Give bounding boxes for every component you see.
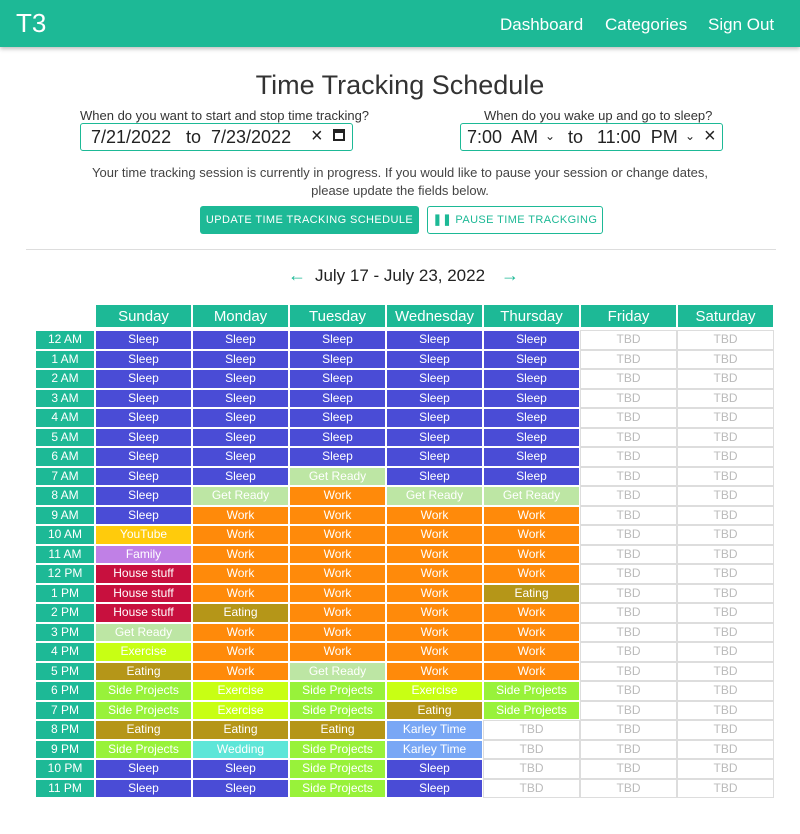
schedule-cell[interactable]: TBD (580, 740, 677, 760)
schedule-cell[interactable]: House stuff (95, 584, 192, 604)
hour-label: 9 AM (35, 506, 95, 526)
week-label: July 17 - July 23, 2022 (314, 266, 486, 285)
day-header-monday: Monday (192, 304, 289, 328)
nav-link-sign-out[interactable]: Sign Out (708, 15, 775, 34)
schedule-cell[interactable]: Sleep (386, 447, 483, 467)
schedule-cell[interactable]: Work (483, 525, 580, 545)
schedule-cell[interactable]: TBD (580, 779, 677, 799)
hour-label: 6 AM (35, 447, 95, 467)
hour-label: 7 AM (35, 467, 95, 487)
schedule-cell[interactable]: Work (483, 545, 580, 565)
schedule-cell[interactable]: Work (386, 603, 483, 623)
wake-time-value[interactable]: 7:00 AM (467, 127, 539, 147)
schedule-cell[interactable]: Work (289, 564, 386, 584)
schedule-cell[interactable]: TBD (580, 389, 677, 409)
day-header-tuesday: Tuesday (289, 304, 386, 328)
schedule-cell[interactable]: Work (483, 623, 580, 643)
schedule-cell[interactable]: TBD (580, 486, 677, 506)
schedule-cell[interactable]: Sleep (386, 330, 483, 350)
schedule-cell[interactable]: Eating (289, 720, 386, 740)
schedule-cell[interactable]: Work (483, 662, 580, 682)
schedule-cell[interactable]: Side Projects (289, 740, 386, 760)
arrow-left-icon[interactable]: ← (288, 265, 306, 285)
schedule-cell[interactable]: Sleep (386, 369, 483, 389)
schedule-cell[interactable]: Exercise (386, 681, 483, 701)
schedule-cell[interactable]: Work (289, 506, 386, 526)
day-header-sunday: Sunday (95, 304, 192, 328)
schedule-cell[interactable]: TBD (677, 720, 774, 740)
schedule-cell[interactable]: TBD (580, 759, 677, 779)
wake-sleep-picker[interactable] (460, 123, 723, 151)
schedule-cell[interactable]: TBD (580, 330, 677, 350)
schedule-cell[interactable]: Side Projects (95, 681, 192, 701)
hour-label: 12 PM (35, 564, 95, 584)
schedule-cell[interactable]: TBD (580, 467, 677, 487)
schedule-cell[interactable]: Work (289, 525, 386, 545)
schedule-cell[interactable]: Sleep (95, 389, 192, 409)
schedule-cell[interactable]: Exercise (192, 681, 289, 701)
schedule-cell[interactable]: TBD (580, 350, 677, 370)
schedule-cell[interactable]: Family (95, 545, 192, 565)
schedule-cell[interactable]: Sleep (95, 486, 192, 506)
schedule-cell[interactable]: Wedding (192, 740, 289, 760)
schedule-cell[interactable]: Sleep (95, 408, 192, 428)
schedule-cell[interactable]: Side Projects (95, 701, 192, 721)
schedule-cell[interactable]: Sleep (386, 389, 483, 409)
schedule-cell[interactable]: Work (289, 642, 386, 662)
chevron-down-icon[interactable]: ⌄ (545, 129, 556, 143)
schedule-cell[interactable]: TBD (677, 369, 774, 389)
hour-label: 10 PM (35, 759, 95, 779)
chevron-down-icon[interactable]: ⌄ (685, 129, 696, 143)
calendar-icon[interactable] (333, 129, 345, 141)
end-date-value[interactable]: 7/23/2022 (211, 127, 292, 147)
schedule-cell[interactable]: TBD (677, 759, 774, 779)
schedule-cell[interactable]: Sleep (95, 428, 192, 448)
schedule-cell[interactable]: Sleep (95, 447, 192, 467)
schedule-cell[interactable]: Sleep (289, 350, 386, 370)
date-range-picker[interactable] (80, 123, 353, 151)
schedule-cell[interactable]: TBD (677, 662, 774, 682)
schedule-cell[interactable]: Sleep (483, 467, 580, 487)
schedule-cell[interactable]: Get Ready (289, 467, 386, 487)
schedule-cell[interactable]: Sleep (483, 330, 580, 350)
day-header-saturday: Saturday (677, 304, 774, 328)
schedule-cell[interactable]: TBD (677, 779, 774, 799)
schedule-cell[interactable]: TBD (483, 759, 580, 779)
schedule-cell[interactable]: Work (192, 623, 289, 643)
session-info (0, 164, 800, 200)
close-icon[interactable]: × (704, 125, 716, 147)
schedule-cell[interactable]: Sleep (192, 389, 289, 409)
schedule-cell[interactable]: Work (386, 545, 483, 565)
date-separator: to (186, 127, 202, 147)
schedule-cell[interactable]: TBD (677, 486, 774, 506)
schedule-cell[interactable]: Sleep (289, 389, 386, 409)
schedule-cell[interactable]: TBD (580, 642, 677, 662)
schedule-cell[interactable]: Eating (95, 720, 192, 740)
schedule-cell[interactable]: Side Projects (95, 740, 192, 760)
day-header-wednesday: Wednesday (386, 304, 483, 328)
schedule-cell[interactable]: TBD (677, 642, 774, 662)
schedule-cell[interactable]: Work (289, 545, 386, 565)
schedule-cell[interactable]: Sleep (483, 428, 580, 448)
schedule-cell[interactable]: TBD (580, 506, 677, 526)
schedule-cell[interactable]: Side Projects (289, 701, 386, 721)
schedule-cell[interactable]: Exercise (95, 642, 192, 662)
schedule-cell[interactable]: TBD (580, 681, 677, 701)
update-schedule-button[interactable]: UPDATE TIME TRACKING SCHEDULE (200, 206, 419, 234)
schedule-cell[interactable]: House stuff (95, 564, 192, 584)
hour-label: 6 PM (35, 681, 95, 701)
schedule-cell[interactable]: Work (192, 564, 289, 584)
hour-label: 3 PM (35, 623, 95, 643)
schedule-cell[interactable]: TBD (580, 408, 677, 428)
schedule-cell[interactable]: Sleep (95, 506, 192, 526)
schedule-cell[interactable]: Work (192, 545, 289, 565)
schedule-cell[interactable]: TBD (580, 701, 677, 721)
schedule-cell[interactable]: Work (386, 525, 483, 545)
schedule-cell[interactable]: Work (192, 662, 289, 682)
schedule-cell[interactable]: Get Ready (483, 486, 580, 506)
schedule-cell[interactable]: TBD (580, 369, 677, 389)
schedule-cell[interactable]: Sleep (483, 447, 580, 467)
schedule-cell[interactable]: Sleep (192, 369, 289, 389)
schedule-cell[interactable]: YouTube (95, 525, 192, 545)
schedule-cell[interactable]: TBD (677, 447, 774, 467)
schedule-cell[interactable]: Sleep (192, 428, 289, 448)
schedule-cell[interactable]: Sleep (95, 467, 192, 487)
schedule-cell[interactable]: TBD (677, 584, 774, 604)
schedule-cell[interactable]: Side Projects (289, 759, 386, 779)
pause-icon: ❚❚ (432, 214, 452, 226)
hour-label: 1 PM (35, 584, 95, 604)
schedule-cell[interactable]: Eating (95, 662, 192, 682)
schedule-cell[interactable]: TBD (677, 330, 774, 350)
hour-label: 7 PM (35, 701, 95, 721)
sleep-time-value[interactable]: 11:00 PM (597, 127, 678, 147)
schedule-cell[interactable]: Sleep (289, 369, 386, 389)
schedule-cell[interactable]: Work (483, 564, 580, 584)
schedule-cell[interactable]: Sleep (192, 759, 289, 779)
hour-label: 4 AM (35, 408, 95, 428)
close-icon[interactable]: × (311, 125, 323, 147)
schedule-cell[interactable]: Side Projects (483, 681, 580, 701)
schedule-cell[interactable]: TBD (677, 389, 774, 409)
schedule-cell[interactable]: Sleep (192, 447, 289, 467)
schedule-cell[interactable]: Work (192, 584, 289, 604)
nav-link-categories[interactable]: Categories (605, 15, 688, 34)
schedule-cell[interactable]: Karley Time (386, 720, 483, 740)
schedule-cell[interactable]: TBD (677, 506, 774, 526)
schedule-cell[interactable]: Sleep (483, 369, 580, 389)
schedule-cell[interactable]: Work (483, 603, 580, 623)
schedule-cell[interactable]: Sleep (483, 389, 580, 409)
navbar (0, 0, 800, 47)
schedule-cell[interactable]: TBD (483, 779, 580, 799)
pause-tracking-label: PAUSE TIME TRACKGING (455, 214, 598, 226)
schedule-cell[interactable]: TBD (580, 584, 677, 604)
schedule-cell[interactable]: Work (192, 506, 289, 526)
schedule-cell[interactable]: Sleep (386, 408, 483, 428)
schedule-cell[interactable]: Sleep (386, 779, 483, 799)
schedule-cell[interactable]: Work (192, 525, 289, 545)
hour-label: 11 PM (35, 779, 95, 799)
hour-label: 2 AM (35, 369, 95, 389)
schedule-cell[interactable]: TBD (677, 701, 774, 721)
schedule-cell[interactable]: TBD (580, 545, 677, 565)
schedule-cell[interactable]: Sleep (95, 779, 192, 799)
schedule-cell[interactable]: Side Projects (289, 681, 386, 701)
schedule-cell[interactable]: TBD (677, 467, 774, 487)
brand-logo[interactable]: T3 (16, 8, 47, 38)
day-header-friday: Friday (580, 304, 677, 328)
schedule-cell[interactable]: TBD (580, 720, 677, 740)
schedule-cell[interactable]: Sleep (192, 350, 289, 370)
hour-label: 8 AM (35, 486, 95, 506)
schedule-cell[interactable]: Work (483, 506, 580, 526)
hour-label: 8 PM (35, 720, 95, 740)
schedule-cell[interactable]: TBD (483, 740, 580, 760)
schedule-cell[interactable]: Get Ready (95, 623, 192, 643)
schedule-cell[interactable]: Sleep (192, 330, 289, 350)
schedule-cell[interactable]: Sleep (386, 350, 483, 370)
page-title: Time Tracking Schedule (255, 70, 545, 100)
schedule-cell[interactable]: Sleep (192, 779, 289, 799)
schedule-cell[interactable]: Work (192, 642, 289, 662)
schedule-cell[interactable]: TBD (483, 720, 580, 740)
schedule-cell[interactable]: TBD (677, 350, 774, 370)
wake-sleep-label: When do you wake up and go to sleep? (484, 108, 713, 123)
date-range-label: When do you want to start and stop time tracking? (80, 108, 370, 123)
schedule-cell[interactable]: Sleep (289, 330, 386, 350)
schedule-cell[interactable]: Sleep (289, 447, 386, 467)
schedule-cell[interactable]: Work (289, 486, 386, 506)
schedule-cell[interactable]: Sleep (192, 408, 289, 428)
schedule-cell[interactable]: Sleep (386, 467, 483, 487)
schedule-cell[interactable]: TBD (580, 623, 677, 643)
schedule-cell[interactable]: Karley Time (386, 740, 483, 760)
schedule-cell[interactable]: Work (386, 506, 483, 526)
schedule-cell[interactable]: Sleep (95, 369, 192, 389)
schedule-cell[interactable]: TBD (677, 545, 774, 565)
schedule-cell[interactable]: Work (289, 623, 386, 643)
schedule-cell[interactable]: Sleep (95, 350, 192, 370)
schedule-cell[interactable]: TBD (677, 740, 774, 760)
schedule-cell[interactable]: House stuff (95, 603, 192, 623)
schedule-cell[interactable]: TBD (677, 603, 774, 623)
schedule-cell[interactable]: TBD (677, 428, 774, 448)
schedule-cell[interactable]: TBD (677, 681, 774, 701)
schedule-cell[interactable]: Eating (192, 720, 289, 740)
schedule-cell[interactable]: Sleep (483, 408, 580, 428)
hour-label: 4 PM (35, 642, 95, 662)
schedule-cell[interactable]: Work (386, 642, 483, 662)
schedule-cell[interactable]: TBD (580, 564, 677, 584)
hour-label: 12 AM (35, 330, 95, 350)
arrow-right-icon[interactable]: → (501, 265, 519, 285)
schedule-cell[interactable]: TBD (677, 623, 774, 643)
schedule-cell[interactable]: Work (289, 603, 386, 623)
schedule-cell[interactable]: Sleep (95, 759, 192, 779)
schedule-cell[interactable]: Sleep (386, 759, 483, 779)
schedule-cell[interactable]: Sleep (289, 408, 386, 428)
hour-label: 5 AM (35, 428, 95, 448)
hour-label: 1 AM (35, 350, 95, 370)
day-header-thursday: Thursday (483, 304, 580, 328)
hour-label: 11 AM (35, 545, 95, 565)
hour-label: 5 PM (35, 662, 95, 682)
hour-label: 2 PM (35, 603, 95, 623)
schedule-cell[interactable]: Sleep (95, 330, 192, 350)
hour-label: 3 AM (35, 389, 95, 409)
schedule-cell[interactable]: Work (483, 642, 580, 662)
schedule-cell[interactable]: TBD (677, 564, 774, 584)
session-info-line: please update the fields below. (311, 183, 489, 198)
schedule-cell[interactable]: Get Ready (386, 486, 483, 506)
schedule-cell[interactable]: Sleep (483, 350, 580, 370)
divider (26, 249, 776, 250)
schedule-cell[interactable]: Sleep (386, 428, 483, 448)
schedule-cell[interactable]: Side Projects (483, 701, 580, 721)
schedule-cell[interactable]: TBD (580, 525, 677, 545)
schedule-cell[interactable]: Eating (483, 584, 580, 604)
schedule-cell[interactable]: Eating (386, 701, 483, 721)
hour-label: 9 PM (35, 740, 95, 760)
grid-corner (35, 304, 95, 328)
schedule-cell[interactable]: TBD (677, 525, 774, 545)
schedule-cell[interactable]: Get Ready (289, 662, 386, 682)
session-info-line: Your time tracking session is currently in progress. If you would like to pause your session or change dates, (92, 165, 708, 180)
schedule-cell[interactable]: Work (386, 623, 483, 643)
schedule-cell[interactable]: Work (386, 662, 483, 682)
schedule-cell[interactable]: Side Projects (289, 779, 386, 799)
schedule-cell[interactable]: TBD (580, 428, 677, 448)
schedule-cell[interactable]: TBD (580, 447, 677, 467)
schedule-cell[interactable]: Get Ready (192, 486, 289, 506)
schedule-cell[interactable]: Sleep (289, 428, 386, 448)
schedule-cell[interactable]: Work (386, 564, 483, 584)
schedule-cell[interactable]: Sleep (192, 467, 289, 487)
hour-label: 10 AM (35, 525, 95, 545)
schedule-cell[interactable]: TBD (677, 408, 774, 428)
schedule-cell[interactable]: Work (289, 584, 386, 604)
start-date-value[interactable]: 7/21/2022 (91, 127, 172, 147)
nav-link-dashboard[interactable]: Dashboard (500, 15, 584, 34)
schedule-cell[interactable]: TBD (580, 662, 677, 682)
pause-tracking-button[interactable] (427, 206, 603, 234)
schedule-cell[interactable]: Eating (192, 603, 289, 623)
schedule-cell[interactable]: Exercise (192, 701, 289, 721)
schedule-cell[interactable]: Work (386, 584, 483, 604)
time-separator: to (568, 127, 584, 147)
schedule-cell[interactable]: TBD (580, 603, 677, 623)
